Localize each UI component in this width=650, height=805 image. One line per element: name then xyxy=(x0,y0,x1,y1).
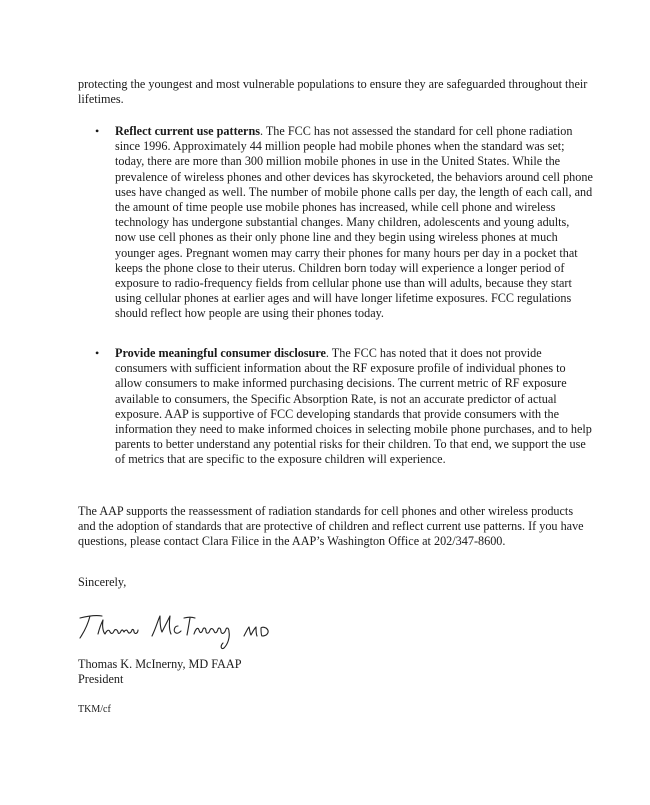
bullet-heading: Reflect current use patterns xyxy=(115,124,260,138)
bullet-body xyxy=(115,346,593,468)
bullet-icon: • xyxy=(95,346,100,360)
closing-paragraph: The AAP supports the reassessment of radiation standards for cell phones and other wireless products and the adoption of standards that are protective of children and reflect current use patterns. If you have questions, please contact Clara Filice in the AAP’s Washington Office at 202/347-8600. xyxy=(78,504,584,549)
typist-initials: TKM/cf xyxy=(78,704,111,715)
intro-paragraph: protecting the youngest and most vulnerable populations to ensure they are safeguarded throughout their lifetimes. xyxy=(78,77,588,107)
bullet-heading: Provide meaningful consumer disclosure xyxy=(115,346,326,360)
bullet-text: . The FCC has noted that it does not provide consumers with sufficient information about the RF exposure profile of individual phones to allow consumers to make informed purchasing decisions. The current metric of RF exposure available to consumers, the Specific Absorption Rate, is not an accurate predictor of actual exposure. AAP is supportive of FCC developing standards that provide consumers with the information they need to make informed choices in selecting mobile phone purchases, and to help parents to better understand any potential risks for their children. To that end, we support the use of metrics that are specific to the exposure children will experience. xyxy=(115,346,592,467)
signer-name: Thomas K. McInerny, MD FAAP xyxy=(78,657,242,671)
handwritten-signature xyxy=(72,604,292,654)
bullet-icon: • xyxy=(95,124,100,138)
signer-title: President xyxy=(78,672,124,686)
bullet-text: . The FCC has not assessed the standard for cell phone radiation since 1996. Approximately 44 million people had mobile phones when the standard was set; today, there are more than 300 million mobile phones in use in the United States. While the prevalence of wireless phones and other devices has skyrocketed, the behaviors around cell phone uses have changed as well. The number of mobile phone calls per day, the length of each call, and the amount of time people use mobile phones has increased, while cell phone and wireless technology has undergone substantial changes. Many children, adolescents and young adults, now use cell phones as their only phone line and they begin using wireless phones at much younger ages. Pregnant women may carry their phones for many hours per day in a pocket that keeps the phone close to their uterus. Children born today will experience a longer period of exposure to radio-frequency fields from cellular phone use than will adults, because they start using cellular phones at earlier ages and will have longer lifetime exposures. FCC regulations should reflect how people are using their phones today. xyxy=(115,124,593,321)
valediction: Sincerely, xyxy=(78,575,127,589)
bullet-body xyxy=(115,124,593,322)
